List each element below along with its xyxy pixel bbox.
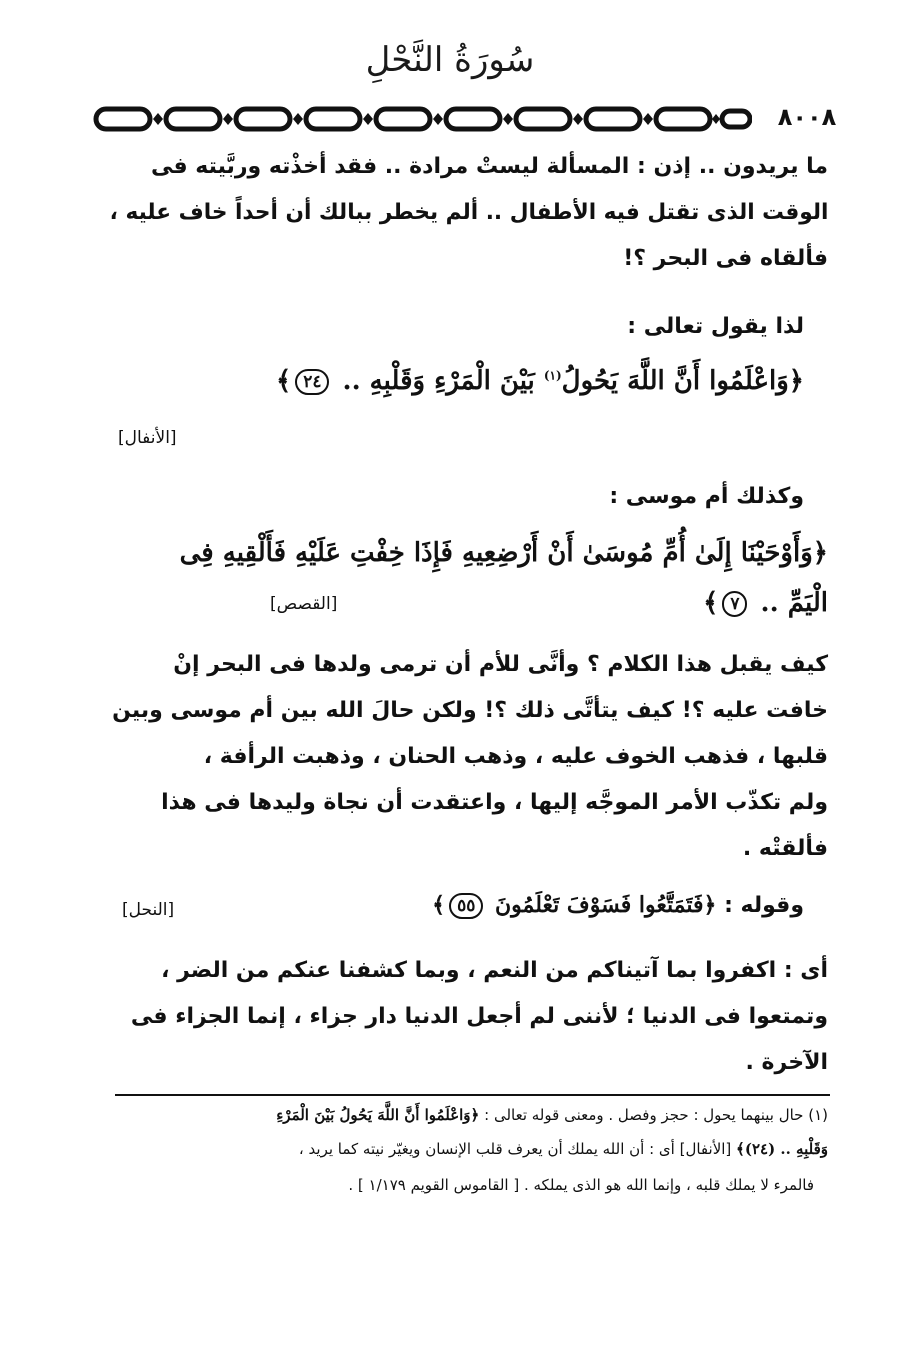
surah-title: سُورَةُ النَّحْلِ <box>365 40 535 80</box>
verse-open-bracket: ﴿ <box>788 366 804 396</box>
para2-line4: ولم تكذّب الأمر الموجَّه إليها ، واعتقدت أن نجاة وليدها فى هذا <box>161 790 828 815</box>
verse-close-bracket: ﴾ <box>703 588 719 618</box>
page-number: ٨٠٠٨ <box>777 103 837 131</box>
para3-line2: وتمتعوا فى الدنيا ؛ لأننى لم أجعل الدنيا دار جزاء ، إنما الجزاء فى <box>130 1004 828 1029</box>
verse-qasas-7-line2 <box>703 588 828 618</box>
para2-line2: خافت عليه ؟! كيف يتأتَّى ذلك ؟! ولكن حالَ الله بين أم موسى وبين <box>112 698 828 723</box>
para1-line1: ما يريدون .. إذن : المسألة ليستْ مرادة .. فقد أخذْته وربَّيته فى <box>150 154 828 179</box>
footnote-verse: ﴿وَاعْلَمُوا أَنَّ اللَّهَ يَحُولُ بَيْنَ الْمَرْءِ <box>276 1106 480 1124</box>
ayah-number: ٧ <box>722 591 747 617</box>
verse-close-bracket: ﴾ <box>432 892 446 918</box>
intro-text-1: لذا يقول تعالى : <box>627 314 804 339</box>
footnote-line3: فالمرء لا يملك قلبه ، وإنما الله هو الذى يملكه . [ القاموس القويم ١/١٧٩ ] . <box>348 1176 814 1194</box>
verse-anfal-24 <box>276 366 804 396</box>
ayah-number: ٢٤ <box>295 369 329 395</box>
verse-text-line1: وَأَوْحَيْنَا إِلَىٰ أُمِّ مُوسَىٰ أَنْ أَرْضِعِيهِ فَإِذَا خِفْتِ عَلَيْهِ فَأَلْقِيهِ فِى <box>179 538 813 568</box>
para1-line2: الوقت الذى تقتل فيه الأطفال .. ألم يخطر ببالك أن أحداً خاف عليه ، <box>109 200 828 225</box>
para2-line1: كيف يقبل هذا الكلام ؟ وأنَّى للأم أن ترمى ولدها فى البحر إنْ <box>173 652 828 677</box>
footnote-line2 <box>299 1140 828 1158</box>
footnote-separator <box>115 1094 830 1096</box>
verse-source-qasas: [القصص] <box>270 594 338 614</box>
verse-text-part1: وَاعْلَمُوا أَنَّ اللَّهَ يَحُولُ <box>561 366 789 396</box>
para3-line3: الآخرة . <box>745 1050 828 1075</box>
header-ornament-border <box>92 103 752 135</box>
verse-close-bracket: ﴾ <box>275 366 292 396</box>
verse-source-anfal: [الأنفال] <box>118 428 177 448</box>
footnote-verse: وَقَلْبِهِ .. (٢٤)﴾ <box>736 1140 828 1158</box>
verse-text-line2: الْيَمِّ .. <box>760 588 828 618</box>
verse-text-part2: بَيْنَ الْمَرْءِ وَقَلْبِهِ .. <box>342 366 535 396</box>
para3-line1: أى : اكفروا بما آتيناكم من النعم ، وبما كشفنا عنكم من الضر ، <box>161 958 828 983</box>
ayah-number: ٥٥ <box>449 893 483 919</box>
verse-text: فَتَمَتَّعُوا فَسَوْفَ تَعْلَمُونَ <box>495 892 704 918</box>
verse-nahl-55 <box>432 892 804 919</box>
verse-source-nahl: [النحل] <box>122 900 175 920</box>
footnote-text: [الأنفال] أى : أن الله يملك أن يعرف قلب الإنسان ويغيّر نيته كما يريد ، <box>298 1140 732 1158</box>
verse-open-bracket: ﴿ <box>703 892 717 918</box>
footnote-text: (١) حال بينهما يحول : حجز وفصل . ومعنى قوله تعالى : <box>484 1106 828 1124</box>
verse-open-bracket: ﴿ <box>812 538 828 568</box>
para1-line3: فألقاه فى البحر ؟! <box>623 246 828 271</box>
para2-line5: فألقتْه . <box>742 836 828 861</box>
footnote-line1 <box>276 1106 828 1124</box>
verse-qasas-7-line1 <box>180 538 828 568</box>
para2-line3: قلبها ، فذهب الخوف عليه ، وذهب الحنان ، وذهبت الرأفة ، <box>203 744 828 769</box>
intro-text-2: وكذلك أم موسى : <box>609 484 804 509</box>
verse-intro: وقوله : <box>724 893 804 918</box>
footnote-mark: (١) <box>543 368 562 383</box>
